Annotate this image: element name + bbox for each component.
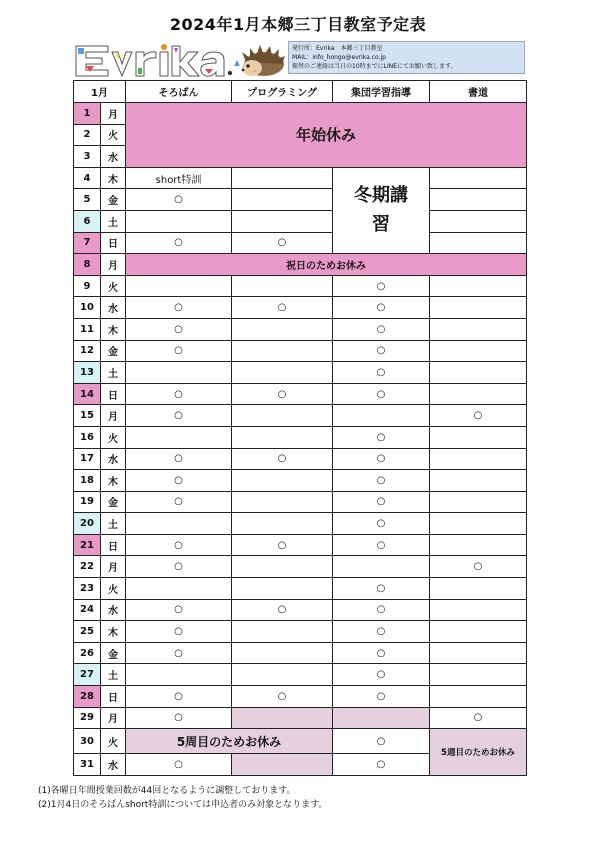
footnote-2: (2)1月4日のそろばんshort特訓については申込者のみ対象となります。 [38, 800, 328, 810]
weekday-cell: 日 [101, 383, 126, 405]
header-shodo: 書道 [430, 81, 527, 103]
table-row [74, 426, 527, 448]
weekday-cell: 木 [101, 470, 126, 492]
weekday-cell: 月 [101, 103, 126, 125]
weekday-cell: 土 [101, 664, 126, 686]
weekday-cell: 日 [101, 686, 126, 708]
programming-cell [232, 318, 333, 340]
day-cell: 11 [74, 318, 101, 340]
shodo-cell [430, 448, 527, 470]
weekday-cell: 日 [101, 534, 126, 556]
schedule-table [73, 80, 527, 776]
soroban-cell [126, 362, 232, 384]
programming-cell: ○ [232, 297, 333, 319]
day-cell: 27 [74, 664, 101, 686]
programming-cell [232, 491, 333, 513]
soroban-cell: ○ [126, 470, 232, 492]
soroban-cell [126, 664, 232, 686]
day-cell: 24 [74, 599, 101, 621]
shodo-cell [430, 534, 527, 556]
soroban-cell [126, 426, 232, 448]
evrika-logo [74, 42, 288, 78]
shodo-cell [430, 491, 527, 513]
table-row [74, 103, 527, 125]
soroban-cell: ○ [126, 491, 232, 513]
soroban-cell: ○ [126, 383, 232, 405]
header-soroban: そろばん [126, 81, 232, 103]
day-cell: 12 [74, 340, 101, 362]
weekday-cell: 月 [101, 405, 126, 427]
programming-cell [232, 405, 333, 427]
group-study-cell: ○ [333, 578, 430, 600]
soroban-cell: ○ [126, 754, 232, 776]
weekday-cell: 金 [101, 340, 126, 362]
footnote-1: (1)各曜日年間授業回数が44回となるように調整しております。 [38, 786, 296, 796]
table-row [74, 210, 527, 232]
transfer-notice-line: 振替のご連絡は当日の10時までにLINEにてお願い致します。 [292, 63, 457, 70]
table-row [74, 189, 527, 211]
shodo-cell [430, 210, 527, 232]
table-row [74, 254, 527, 276]
table-row [74, 405, 527, 427]
shodo-cell [430, 275, 527, 297]
group-study-cell: ○ [333, 362, 430, 384]
day-cell: 25 [74, 621, 101, 643]
weekday-cell: 土 [101, 210, 126, 232]
group-study-cell: ○ [333, 686, 430, 708]
day-cell: 7 [74, 232, 101, 254]
weekday-cell: 火 [101, 578, 126, 600]
day-cell: 15 [74, 405, 101, 427]
programming-cell: ○ [232, 686, 333, 708]
weekday-cell: 水 [101, 146, 126, 168]
shodo-cell [430, 318, 527, 340]
header-row [74, 81, 527, 103]
day-cell: 29 [74, 707, 101, 729]
soroban-cell: ○ [126, 297, 232, 319]
header-group-study: 集団学習指導 [333, 81, 430, 103]
soroban-cell: ○ [126, 189, 232, 211]
day-cell: 6 [74, 210, 101, 232]
fifth-week-off-shodo-cell: 5週目のためお休み [430, 729, 527, 776]
soroban-cell: ○ [126, 448, 232, 470]
group-off-cell [333, 707, 430, 729]
group-study-cell: ○ [333, 318, 430, 340]
weekday-cell: 月 [101, 254, 126, 276]
group-study-cell: ○ [333, 448, 430, 470]
group-study-cell: ○ [333, 470, 430, 492]
soroban-cell: ○ [126, 534, 232, 556]
day-cell: 9 [74, 275, 101, 297]
table-row [74, 362, 527, 384]
soroban-cell: ○ [126, 621, 232, 643]
day-cell: 22 [74, 556, 101, 578]
soroban-cell: ○ [126, 318, 232, 340]
shodo-cell [430, 167, 527, 189]
table-row [74, 707, 527, 729]
day-cell: 1 [74, 103, 101, 125]
programming-cell [232, 513, 333, 535]
programming-cell [232, 664, 333, 686]
shodo-cell [430, 362, 527, 384]
group-study-cell: ○ [333, 754, 430, 776]
group-study-cell [333, 405, 430, 427]
fifth-week-off-cell: 5周目のためお休み [126, 729, 333, 754]
weekday-cell: 木 [101, 621, 126, 643]
day-cell: 5 [74, 189, 101, 211]
mail-line: MAIL：info_hongo@evrika.co.jp [292, 54, 386, 61]
programming-cell: ○ [232, 599, 333, 621]
programming-cell: ○ [232, 232, 333, 254]
shodo-cell: ○ [430, 707, 527, 729]
group-study-cell [333, 556, 430, 578]
group-study-cell: ○ [333, 383, 430, 405]
shodo-cell [430, 426, 527, 448]
weekday-cell: 金 [101, 189, 126, 211]
soroban-cell: ○ [126, 232, 232, 254]
table-row [74, 729, 527, 754]
programming-cell [232, 340, 333, 362]
table-row [74, 448, 527, 470]
shodo-cell [430, 513, 527, 535]
table-row [74, 297, 527, 319]
soroban-cell: ○ [126, 686, 232, 708]
programming-cell [232, 426, 333, 448]
shodo-cell [430, 621, 527, 643]
programming-cell [232, 210, 333, 232]
shodo-cell [430, 642, 527, 664]
soroban-cell [126, 275, 232, 297]
weekday-cell: 金 [101, 642, 126, 664]
weekday-cell: 木 [101, 318, 126, 340]
soroban-cell: ○ [126, 405, 232, 427]
soroban-cell: ○ [126, 340, 232, 362]
day-cell: 26 [74, 642, 101, 664]
programming-cell [232, 578, 333, 600]
programming-cell: ○ [232, 448, 333, 470]
group-study-cell: ○ [333, 297, 430, 319]
hedgehog-icon [242, 45, 285, 76]
day-cell: 16 [74, 426, 101, 448]
day-cell: 20 [74, 513, 101, 535]
soroban-cell: ○ [126, 707, 232, 729]
national-holiday-cell: 祝日のためお休み [126, 254, 527, 276]
soroban-cell [126, 578, 232, 600]
group-study-cell: ○ [333, 642, 430, 664]
group-study-cell: ○ [333, 275, 430, 297]
programming-cell [232, 362, 333, 384]
table-row [74, 470, 527, 492]
winter-course-cell [333, 167, 430, 253]
header-programming: プログラミング [232, 81, 333, 103]
weekday-cell: 火 [101, 729, 126, 754]
day-cell: 13 [74, 362, 101, 384]
weekday-cell: 月 [101, 707, 126, 729]
day-cell: 10 [74, 297, 101, 319]
table-row [74, 686, 527, 708]
programming-cell [232, 470, 333, 492]
weekday-cell: 水 [101, 754, 126, 776]
weekday-cell: 木 [101, 167, 126, 189]
shodo-cell [430, 383, 527, 405]
group-study-cell: ○ [333, 599, 430, 621]
day-cell: 17 [74, 448, 101, 470]
weekday-cell: 月 [101, 556, 126, 578]
table-row [74, 167, 527, 189]
publisher-line: 発行所：Evrika 本郷三丁目教室 [292, 45, 383, 52]
footnotes [38, 784, 327, 812]
day-cell: 3 [74, 146, 101, 168]
weekday-cell: 火 [101, 124, 126, 146]
day-cell: 18 [74, 470, 101, 492]
weekday-cell: 土 [101, 513, 126, 535]
shodo-cell [430, 599, 527, 621]
table-row [74, 621, 527, 643]
weekday-cell: 火 [101, 426, 126, 448]
group-study-cell: ○ [333, 621, 430, 643]
winter-course-label: 冬期講習 [354, 185, 408, 236]
group-study-cell: ○ [333, 664, 430, 686]
day-cell: 21 [74, 534, 101, 556]
table-row [74, 578, 527, 600]
shodo-cell: ○ [430, 556, 527, 578]
day-cell: 4 [74, 167, 101, 189]
soroban-cell [126, 513, 232, 535]
programming-cell [232, 167, 333, 189]
table-row [74, 383, 527, 405]
table-row [74, 513, 527, 535]
shodo-cell [430, 470, 527, 492]
day-cell: 31 [74, 754, 101, 776]
programming-cell: ○ [232, 534, 333, 556]
weekday-cell: 金 [101, 491, 126, 513]
soroban-cell: short特訓 [126, 167, 232, 189]
day-cell: 23 [74, 578, 101, 600]
day-cell: 28 [74, 686, 101, 708]
day-cell: 14 [74, 383, 101, 405]
programming-off-cell [232, 754, 333, 776]
day-cell: 2 [74, 124, 101, 146]
page-title: 2024年1月本郷三丁目教室予定表 [169, 15, 427, 34]
weekday-cell: 日 [101, 232, 126, 254]
contact-info-box [288, 41, 525, 74]
weekday-cell: 土 [101, 362, 126, 384]
table-row [74, 491, 527, 513]
weekday-cell: 水 [101, 297, 126, 319]
soroban-cell: ○ [126, 556, 232, 578]
shodo-cell [430, 578, 527, 600]
group-study-cell: ○ [333, 491, 430, 513]
new-year-holiday-cell: 年始休み [126, 103, 527, 168]
shodo-cell [430, 297, 527, 319]
table-row [74, 318, 527, 340]
table-row [74, 534, 527, 556]
soroban-cell: ○ [126, 642, 232, 664]
shodo-cell: ○ [430, 405, 527, 427]
programming-cell [232, 275, 333, 297]
group-study-cell: ○ [333, 340, 430, 362]
group-study-cell: ○ [333, 729, 430, 754]
table-row [74, 599, 527, 621]
table-row [74, 340, 527, 362]
shodo-cell [430, 340, 527, 362]
shodo-cell [430, 686, 527, 708]
header-month: 1月 [74, 81, 126, 103]
table-row [74, 556, 527, 578]
soroban-cell [126, 210, 232, 232]
shodo-cell [430, 232, 527, 254]
day-cell: 8 [74, 254, 101, 276]
weekday-cell: 水 [101, 599, 126, 621]
programming-cell: ○ [232, 383, 333, 405]
shodo-cell [430, 189, 527, 211]
table-row [74, 232, 527, 254]
programming-off-cell [232, 707, 333, 729]
group-study-cell: ○ [333, 426, 430, 448]
programming-cell [232, 189, 333, 211]
day-cell: 19 [74, 491, 101, 513]
table-row [74, 664, 527, 686]
programming-cell [232, 556, 333, 578]
soroban-cell: ○ [126, 599, 232, 621]
table-row [74, 642, 527, 664]
shodo-cell [430, 664, 527, 686]
table-row [74, 275, 527, 297]
group-study-cell: ○ [333, 513, 430, 535]
day-cell: 30 [74, 729, 101, 754]
programming-cell [232, 642, 333, 664]
weekday-cell: 水 [101, 448, 126, 470]
programming-cell [232, 621, 333, 643]
group-study-cell: ○ [333, 534, 430, 556]
weekday-cell: 火 [101, 275, 126, 297]
